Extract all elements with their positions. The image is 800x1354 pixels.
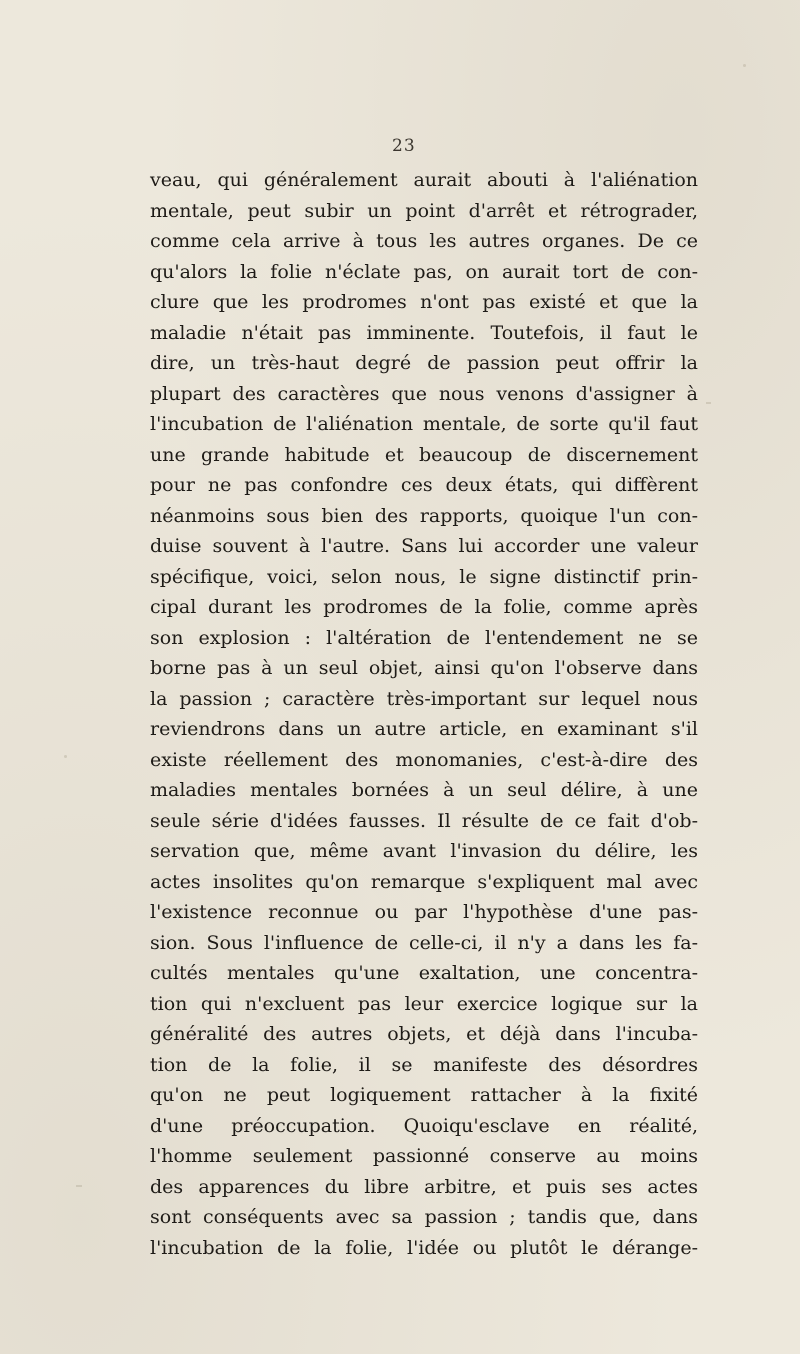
text-line: d'une préoccupation. Quoiqu'esclave en réalité, bbox=[150, 1114, 698, 1137]
text-line: comme cela arrive à tous les autres organes. De ce bbox=[150, 230, 698, 252]
text-line: des apparences du libre arbitre, et puis ses actes bbox=[150, 1175, 698, 1198]
text-line: reviendrons dans un autre article, en examinant s'il bbox=[150, 718, 698, 740]
text-line: cipal durant les prodromes de la folie, comme après bbox=[150, 596, 698, 618]
text-line: l'incubation de la folie, l'idée ou plutôt le dérange- bbox=[150, 1236, 698, 1259]
text-line: mentale, peut subir un point d'arrêt et rétrograder, bbox=[150, 199, 698, 222]
paper-speck bbox=[743, 64, 746, 67]
text-line: sion. Sous l'influence de celle-ci, il n'y a dans les fa- bbox=[150, 931, 698, 954]
text-line: seule série d'idées fausses. Il résulte de ce fait d'ob- bbox=[150, 809, 698, 832]
text-line: pour ne pas confondre ces deux états, qui diffèrent bbox=[150, 474, 698, 496]
text-line: tion de la folie, il se manifeste des désordres bbox=[150, 1053, 698, 1076]
text-line: qu'alors la folie n'éclate pas, on aurait tort de con- bbox=[150, 260, 698, 283]
text-line: existe réellement des monomanies, c'est-à-dire des bbox=[150, 748, 698, 771]
text-line: maladies mentales bornées à un seul délire, à une bbox=[150, 779, 698, 801]
text-line: spécifique, voici, selon nous, le signe distinctif prin- bbox=[150, 565, 698, 588]
text-line: son explosion : l'altération de l'entendement ne se bbox=[150, 626, 698, 649]
text-line: l'homme seulement passionné conserve au moins bbox=[150, 1145, 698, 1167]
page-number: 23 bbox=[392, 136, 416, 156]
paper-speck bbox=[76, 1185, 82, 1187]
text-line: qu'on ne peut logiquement rattacher à la fixité bbox=[150, 1084, 698, 1106]
text-line: duise souvent à l'autre. Sans lui accorder une valeur bbox=[150, 535, 698, 557]
text-line: plupart des caractères que nous venons d'assigner à bbox=[150, 382, 698, 405]
body-text bbox=[150, 165, 698, 1263]
text-line: borne pas à un seul objet, ainsi qu'on l'observe dans bbox=[150, 657, 698, 679]
text-line: dire, un très-haut degré de passion peut offrir la bbox=[150, 352, 698, 374]
text-line: néanmoins sous bien des rapports, quoique l'un con- bbox=[150, 504, 698, 527]
text-line: une grande habitude et beaucoup de discernement bbox=[150, 443, 698, 466]
text-line: la passion ; caractère très-important sur lequel nous bbox=[150, 687, 698, 710]
text-line: maladie n'était pas imminente. Toutefois, il faut le bbox=[150, 321, 698, 344]
text-line: généralité des autres objets, et déjà dans l'incuba- bbox=[150, 1023, 698, 1045]
text-line: l'incubation de l'aliénation mentale, de sorte qu'il faut bbox=[150, 413, 698, 435]
text-line: actes insolites qu'on remarque s'expliquent mal avec bbox=[150, 870, 698, 893]
paper-speck bbox=[706, 402, 711, 404]
text-line: servation que, même avant l'invasion du délire, les bbox=[150, 840, 698, 862]
text-line: clure que les prodromes n'ont pas existé et que la bbox=[150, 291, 698, 313]
text-line: l'existence reconnue ou par l'hypothèse d'une pas- bbox=[150, 901, 698, 923]
text-line: tion qui n'excluent pas leur exercice logique sur la bbox=[150, 992, 698, 1015]
text-line: sont conséquents avec sa passion ; tandis que, dans bbox=[150, 1206, 698, 1228]
text-line: veau, qui généralement aurait abouti à l'aliénation bbox=[150, 169, 698, 191]
text-line: cultés mentales qu'une exaltation, une concentra- bbox=[150, 962, 698, 984]
paper-speck bbox=[64, 755, 67, 758]
